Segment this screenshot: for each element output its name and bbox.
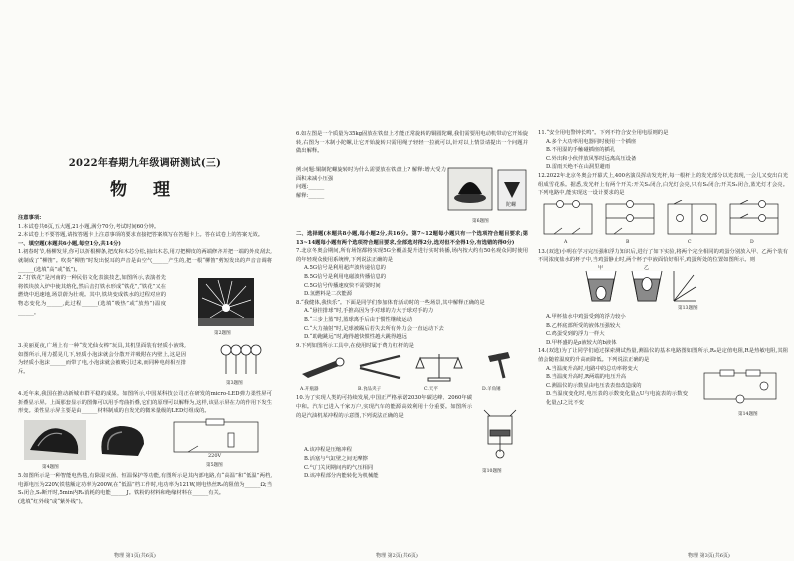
question-13: 13.(双选)小明在学习完压强和浮力知识后,进行了如下实验,将两个完全相同的鸡蛋分别放入甲、乙两个装有不同浓度盐水的杯子中,当鸡蛋静止时,两个杯子中液面恰好相平,鸡蛋所处的位置如图所示。则	[538, 248, 788, 264]
question-7-option-b: B.5G信号是利用电磁波传播信息的	[304, 273, 387, 280]
question-8: 8.“我健体,我快乐”。下面是同学们参加体育活动时的一些场景,其中解释正确的是	[296, 299, 485, 306]
note-2: 2.本试卷上不要答题,请按答题卡上注意事项的要求直接把答案填写在答题卡上。答在试卷上的答案无效。	[18, 232, 264, 239]
question-9: 9.下列如图所示工具中,在使用时属于费力杠杆的是	[296, 342, 414, 349]
circuit-a-label: A	[564, 239, 568, 245]
circuit-c-label: C	[688, 239, 692, 245]
question-10-option-a: A.该冲程是压缩冲程	[304, 447, 352, 454]
question-14: 14.(双选)为了让同学们通过探索测试热量,测温仪的基本电路图如图所示,R₀是定值电阻,R是热敏电阻,其阻值会随着温度的升高而降低。下列说法正确的是	[538, 348, 788, 363]
thermometer-circuit-diagram	[698, 367, 782, 407]
circuit-d-diagram	[726, 200, 782, 238]
question-7-option-d: D.氢燃料是二次能源	[304, 291, 353, 298]
q9-tools-row	[296, 350, 528, 394]
question-10-option-c: C.气门关闭期间内的气压相同	[304, 464, 374, 471]
figure-10-caption: 第10题图	[482, 469, 502, 475]
engine-cylinder-illustration	[480, 408, 520, 460]
q10-block	[296, 394, 528, 484]
spinning-tops-illustration	[446, 164, 528, 214]
question-14-option-c: C.测温仪的示数显由电压表表盘改造成的	[546, 382, 642, 389]
question-14-option-d: D.当温度变化时,电压表的示数变化量△U与电流表的示数变化量△I之比不变	[546, 391, 688, 406]
q6-block	[296, 130, 528, 230]
question-7-option-a: A.5G信号是利用超声波传递信息的	[304, 265, 386, 272]
section-2-heading: 二、选择题(本题共8小题,每小题2分,共16分。第7~12题每小题只有一个选项符合题目要求;第13~14题每小题有两个选项符合题目要求,全部选对得2分,选对但不全得1分,有选错的得0分)	[296, 231, 528, 246]
question-13-option-b: B.乙杯底部所受的液体压强较大	[546, 322, 621, 329]
egg-cups-diagram	[578, 265, 698, 305]
q12-circuits-row	[538, 198, 788, 248]
notes-title: 注意事项:	[18, 215, 42, 221]
question-11-option-a: A.多个大功率用电器同时使用一个插座	[546, 138, 637, 145]
question-6: 6.如左图是一个质量为35kg固放在铁盘上才能正常旋转的铜圆陀螺,我们需要用电动机带动它开始旋转,右图为一木制小陀螺,让它开始旋转只需用绳子轻轻一拉就可以,针对以上情景请提出一个问题并做出解释。	[296, 131, 528, 155]
question-8-option-d: D.“助跑跳远”时,跑得越快惯性越大跳得越远	[304, 334, 407, 341]
figure-4-caption: 第4题图	[42, 464, 59, 470]
question-10-option-d: D.该冲程部分内能转化为机械能	[304, 473, 379, 480]
q3-block	[18, 342, 272, 390]
question-8-option-a: A.“悬挂排球”时,手推高因为手对球的力大于球对手的力	[304, 308, 434, 315]
question-7: 7.北京冬奥会期间,所有场馆都将实现5G全覆盖提升进行实时转播,场内按大约有50名观众同时使用的年轻观众使用系统辨,下列说法正确的是	[296, 248, 528, 263]
claw-hammer-icon	[474, 350, 524, 382]
question-6-question: 问题:______	[296, 184, 325, 191]
question-11: 11.“安全用电警钟长鸣”。下列不符合安全用电原则的是	[538, 130, 669, 136]
question-5: 5.如图所示是一种智能电热毯,有除湿灭菌、恒温保护等功能,有图所示是其内部电路,有“高温”和“低温”两档,电源电压为220V,铁毯额定功率为200W,在“低温”档工作时,电功率为121W,则电热丝R₂的阻值为______Ω;当S₁闭合,S₂断开时,5min内R₂消耗的电能______J。铁粉的材料和绝缘材料在______有关。	[18, 472, 272, 497]
top-label: 陀螺	[506, 202, 517, 208]
question-11-option-c: C.外出和小伙伴放风筝时远离高压设备	[546, 155, 637, 162]
figure-5-caption: 第5题图	[206, 462, 223, 468]
cup-jia-label: 甲	[598, 264, 604, 271]
glow-wands-illustration	[218, 342, 268, 376]
question-11-option-b: B.不用湿的手触碰插座的插孔	[546, 147, 616, 154]
q14-block	[538, 365, 788, 461]
question-1: 1.初春时节,杨柳发芽,你可以折根柳条,把皮和木芯分松,抽出木芯,用刀把柳皮的两端修齐并把一端的外皮刮去,就制成了“柳笛”。吹奏“柳笛”时发出悦耳的声音是由空气______产生的,把一根“柳笛”剪短发出的声音音调将______(选填“高”或“低”)。	[18, 249, 272, 273]
figure-2-caption: 第2题图	[214, 331, 231, 337]
column-2	[296, 0, 528, 561]
question-10-option-b: B.活塞与气缸壁之间无摩擦	[304, 455, 368, 462]
question-8-option-c: C.“大力抽射”时,足球被踢后若失去所有外力会一直运动下去	[304, 325, 444, 332]
exam-subject: 物 理	[110, 180, 180, 200]
q13-figure	[538, 265, 788, 313]
balance-scale-icon	[414, 350, 464, 382]
q2-block	[18, 274, 272, 342]
question-10: 10.为了实现人类的可持续发展,中国正严格承诺2030年碳达峰、2060年碳中和。汽车已进入千家万户,实现汽车的能源高效利用十分重要。如图所示的是汽油机某冲程的示意图,下列说法正确的是	[296, 395, 472, 419]
cup-yi-label: 乙	[644, 264, 650, 271]
fire-flowers-photo	[198, 278, 254, 326]
question-13-option-a: A.甲杯盐水中鸡蛋受到的浮力较小	[546, 313, 626, 320]
question-12: 12.2022年北京冬奥会开幕式上,400名演员挥动发光杆,每一根杆上的发光部分以光表现,一会儿又变出白光组成雪花系。据悉,发光杆上有两个开关:开关S₁闭合,白光灯会亮,只有S₂闭合;开关S₂闭合,蓝光灯才会亮。下列电路中,能实现这一设计要求的是	[538, 172, 788, 197]
circuit-a-diagram	[540, 200, 596, 238]
question-14-option-a: A.当温度升高时,电路中的总功率将变大	[546, 365, 638, 372]
svg-text:220V: 220V	[208, 452, 222, 458]
question-8-option-b: B.“三步上篮”时,篮球离手后由于惯性继续运动	[304, 316, 413, 323]
q14-options	[538, 365, 688, 408]
page-1-footer: 物理 第1页(共6页)	[114, 553, 156, 559]
question-13-option-d: D.甲杯盛的是ρ液较大的b液体	[546, 339, 617, 346]
figure-13-caption: 第13题图	[678, 305, 698, 311]
q9-option-d-label: D.羊角锤	[482, 387, 501, 393]
column-1	[14, 0, 272, 561]
exam-title: 2022年春期九年级调研测试(三)	[68, 158, 222, 169]
q9-option-b-label: B.食品夹子	[358, 387, 382, 393]
flexible-screen-photo-2	[94, 420, 152, 460]
question-6-example: 例:问题:铜制陀螺旋转时为什么需要放在铁盘上? 解释:增大受力面积来减小压强	[296, 167, 446, 182]
question-5-note: (选填“红外线”或“紫外线”)。	[18, 498, 86, 505]
q9-option-c-label: C.天平	[424, 387, 438, 393]
circuit-c-diagram	[664, 200, 720, 238]
page-3-footer: 物理 第3页(共6页)	[688, 553, 730, 559]
question-14-option-b: B.当温度升高时,R两端的电压升高	[546, 374, 627, 381]
heating-blanket-circuit	[168, 418, 264, 458]
question-6-answer: 解释:______	[296, 192, 325, 199]
column-3	[538, 0, 788, 561]
question-7-option-c: C.5G信号传播速度快不需要时间	[304, 282, 381, 289]
question-4: 4.近年来,我国在推动新城市群平稳的成果。如图所示,中国某科技公司正在研发的micro-LED弹力柔性屏可折叠显示屏。上面那套显示的图像可以用手弯曲折叠,它们的原理可以解释为,这样,该显示屏在力的作用下发生形变。柔性显示屏主要是由______材料制成的自发光的微米量级的LED灯组成的。	[18, 391, 272, 415]
question-3: 3.美丽夏夜,广场上有一种“发光仙女棒”玩具,其机里面装有轻质小液珠,如图所示,用力摇晃几下,轻质小泡沫就会分散开并吸附在内壁上,这是因为轻质小泡沫______而带了电,小泡沫就会被吸引过来,而同种电荷相互排斥。	[18, 343, 186, 375]
figure-14-caption: 第14题图	[738, 411, 758, 417]
circuit-b-diagram	[602, 200, 658, 238]
note-1: 1.本试卷共6页,五大题,21小题,满分70分,考试时间60分钟。	[18, 223, 160, 230]
section-1-heading: 一、填空题(本题共6小题,每空1分,共14分)	[18, 240, 121, 247]
flexible-screen-photo-1	[24, 420, 86, 460]
bottle-opener-icon	[298, 352, 348, 382]
q4-figures	[18, 416, 272, 472]
page-2-footer: 物理 第2页(共6页)	[376, 553, 418, 559]
figure-3-caption: 第3题图	[226, 381, 243, 387]
question-2: 2.“打铁花”是河南的一种民俗文化表演技艺,如图所示,表演者先将铁块放入炉中使其熔化,然后击打铁水形成“铁花”,“铁花”又在燃烧中迅速地,场景蔚为壮观。其中,铁块变成铁水的过程对应的物态变化为______,此过程______(选填“吸热”或“放热”)温度______。	[18, 275, 166, 316]
figure-6-caption: 第6题图	[472, 219, 489, 224]
food-tongs-icon	[356, 352, 406, 382]
circuit-d-label: D	[750, 239, 754, 245]
question-13-option-c: C.鸡蛋受到的浮力一样大	[546, 331, 605, 338]
q9-option-a-label: A.开瓶器	[300, 387, 319, 393]
question-11-option-d: D.雷雨天绝不在山洞里避雨	[546, 164, 611, 171]
q10-options	[296, 446, 472, 480]
q6-answer-area	[296, 166, 446, 200]
circuit-b-label: B	[626, 239, 630, 245]
